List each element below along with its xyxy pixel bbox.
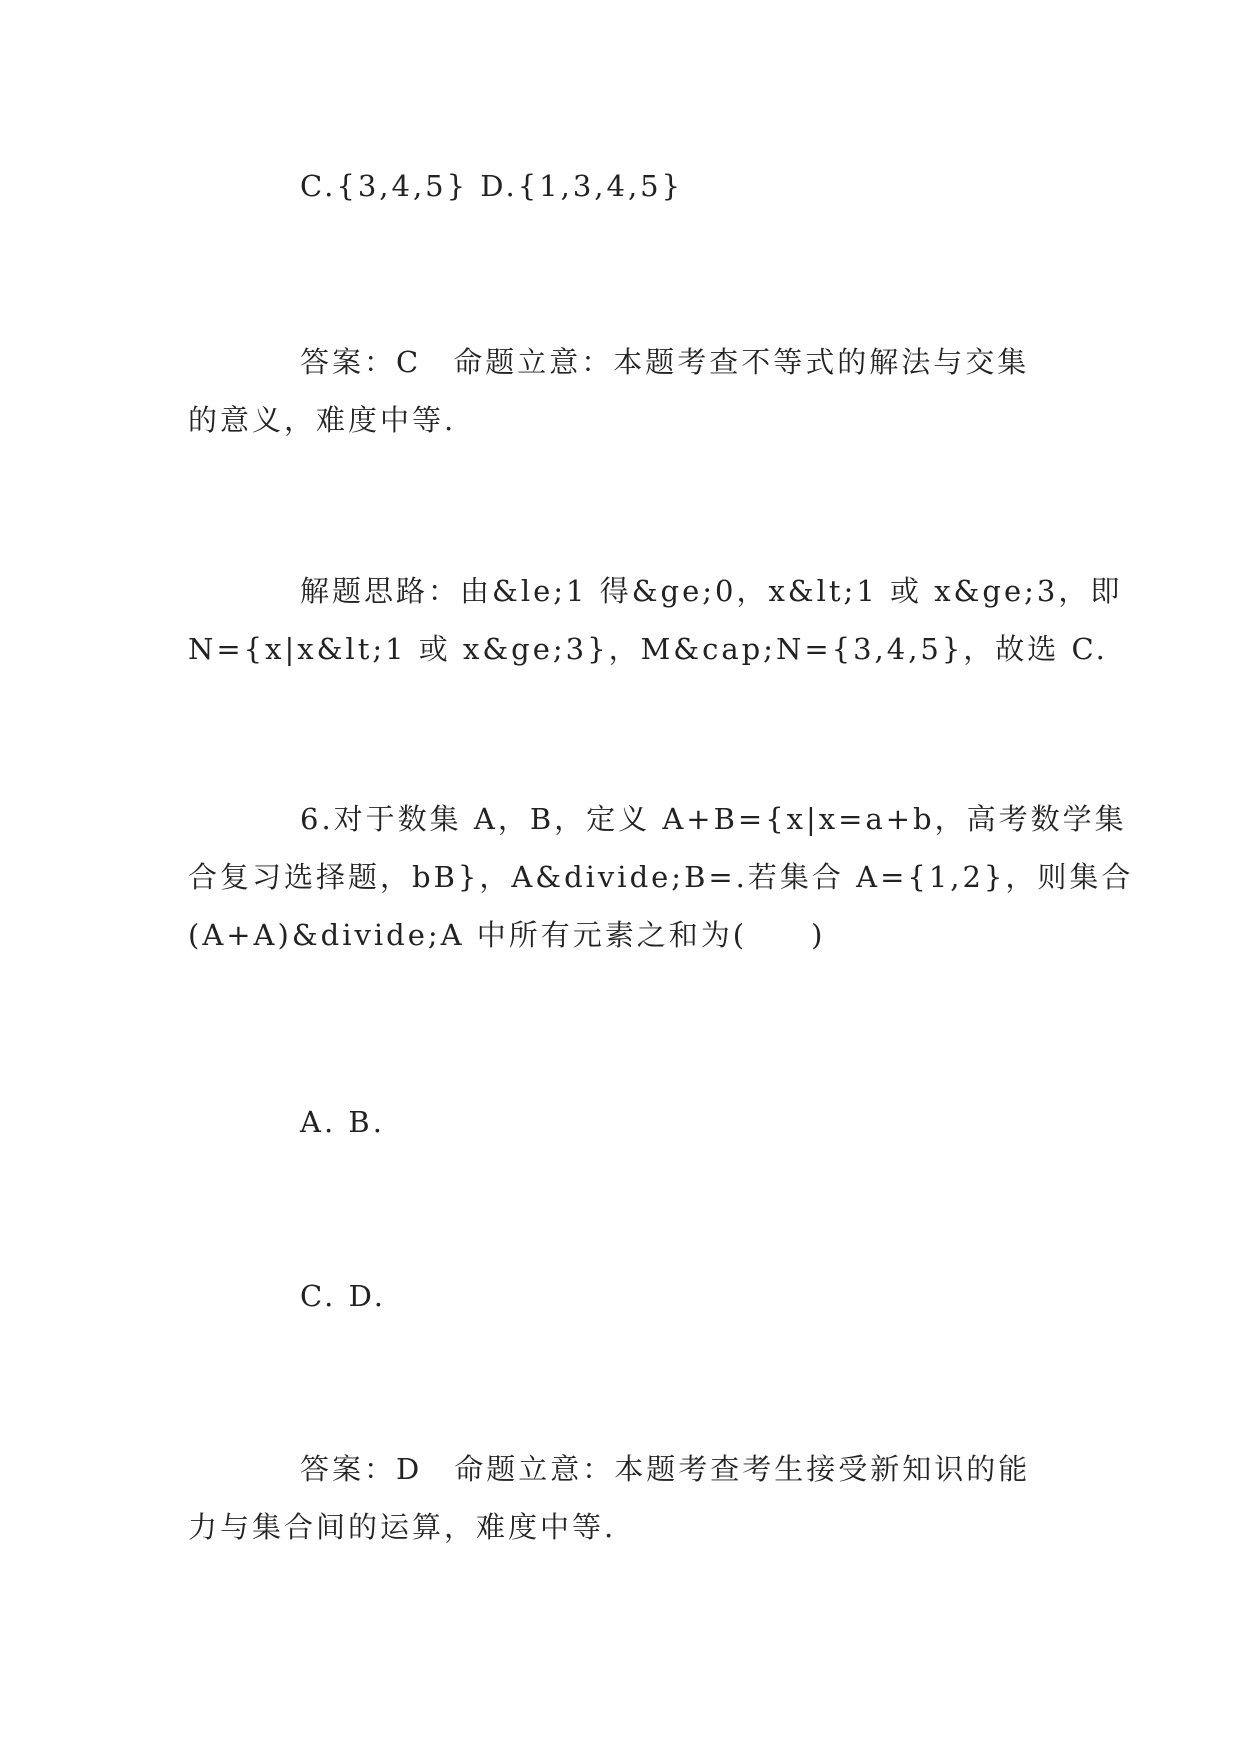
text-line: 的意义，难度中等. (188, 403, 457, 437)
answer-paragraph (188, 333, 1054, 449)
answer-paragraph (188, 1440, 1054, 1556)
option-line-cd (188, 1267, 1054, 1325)
text-line: C.{3,4,5} D.{1,3,4,5} (300, 169, 684, 203)
option-line-cd (188, 157, 1054, 215)
text-line: C. D. (300, 1279, 387, 1313)
text-line: (A+A)&divide;A 中所有元素之和为( ) (188, 918, 826, 952)
text-line: 答案：C 命题立意：本题考查不等式的解法与交集 (300, 345, 1030, 379)
text-line: 合复习选择题，bB}，A&divide;B=.若集合 A={1,2}，则集合 (188, 860, 1134, 894)
text-line: 答案：D 命题立意：本题考查考生接受新知识的能 (300, 1452, 1031, 1486)
text-line: N={x|x&lt;1 或 x&ge;3}，M&cap;N={3,4,5}，故选 C. (188, 632, 1108, 666)
text-line: A. B. (300, 1105, 385, 1139)
text-line: 6.对于数集 A，B，定义 A+B={x|x=a+b，高考数学集 (300, 802, 1127, 836)
text-line: 力与集合间的运算，难度中等. (188, 1510, 617, 1544)
question-paragraph (188, 790, 1134, 964)
option-line-ab (188, 1093, 1054, 1151)
text-line: 解题思路：由&le;1 得&ge;0，x&lt;1 或 x&ge;3，即 (300, 574, 1123, 608)
solution-paragraph (188, 562, 1123, 678)
